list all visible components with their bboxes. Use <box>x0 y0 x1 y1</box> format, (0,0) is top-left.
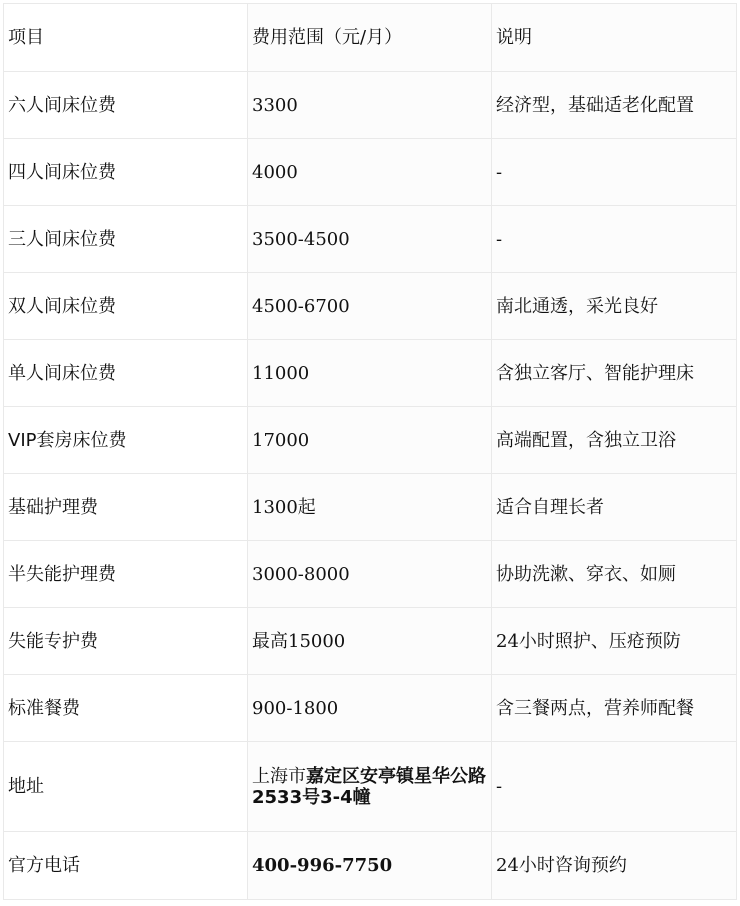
row-fee: 3000-8000 <box>248 541 492 608</box>
row-item: 四人间床位费 <box>4 139 248 206</box>
table-row <box>4 474 737 541</box>
table-row <box>4 675 737 742</box>
table-row <box>4 72 737 139</box>
row-fee: 4000 <box>248 139 492 206</box>
phone-row <box>4 832 737 900</box>
row-note: 含独立客厅、智能护理床 <box>492 340 737 407</box>
table-row <box>4 407 737 474</box>
row-fee: 900-1800 <box>248 675 492 742</box>
row-note: - <box>492 139 737 206</box>
row-item: 标准餐费 <box>4 675 248 742</box>
row-fee: 1300起 <box>248 474 492 541</box>
address-label: 地址 <box>4 742 248 832</box>
row-fee: 11000 <box>248 340 492 407</box>
table-header-row <box>4 4 737 72</box>
row-note: 高端配置，含独立卫浴 <box>492 407 737 474</box>
header-fee: 费用范围（元/月） <box>248 4 492 72</box>
phone-number: 400-996-7750 <box>248 832 492 900</box>
fee-table <box>3 3 737 900</box>
row-item: VIP套房床位费 <box>4 407 248 474</box>
row-note: 协助洗漱、穿衣、如厕 <box>492 541 737 608</box>
address-value: 上海市嘉定区安亭镇星华公路2533号3-4幢 <box>248 742 492 832</box>
row-note: 南北通透，采光良好 <box>492 273 737 340</box>
row-item: 双人间床位费 <box>4 273 248 340</box>
row-item: 半失能护理费 <box>4 541 248 608</box>
phone-label: 官方电话 <box>4 832 248 900</box>
table-row <box>4 608 737 675</box>
address-row <box>4 742 737 832</box>
row-note: 经济型，基础适老化配置 <box>492 72 737 139</box>
address-note: - <box>492 742 737 832</box>
row-item: 三人间床位费 <box>4 206 248 273</box>
table-row <box>4 541 737 608</box>
header-note: 说明 <box>492 4 737 72</box>
row-item: 单人间床位费 <box>4 340 248 407</box>
row-item: 失能专护费 <box>4 608 248 675</box>
row-fee: 4500-6700 <box>248 273 492 340</box>
row-fee: 17000 <box>248 407 492 474</box>
row-note: - <box>492 206 737 273</box>
table-row <box>4 340 737 407</box>
table-row <box>4 206 737 273</box>
table-row <box>4 273 737 340</box>
row-note: 含三餐两点，营养师配餐 <box>492 675 737 742</box>
row-item: 基础护理费 <box>4 474 248 541</box>
row-note: 24小时照护、压疮预防 <box>492 608 737 675</box>
row-fee: 3500-4500 <box>248 206 492 273</box>
header-item: 项目 <box>4 4 248 72</box>
row-fee: 最高15000 <box>248 608 492 675</box>
row-note: 适合自理长者 <box>492 474 737 541</box>
table-row <box>4 139 737 206</box>
row-item: 六人间床位费 <box>4 72 248 139</box>
row-fee: 3300 <box>248 72 492 139</box>
phone-note: 24小时咨询预约 <box>492 832 737 900</box>
